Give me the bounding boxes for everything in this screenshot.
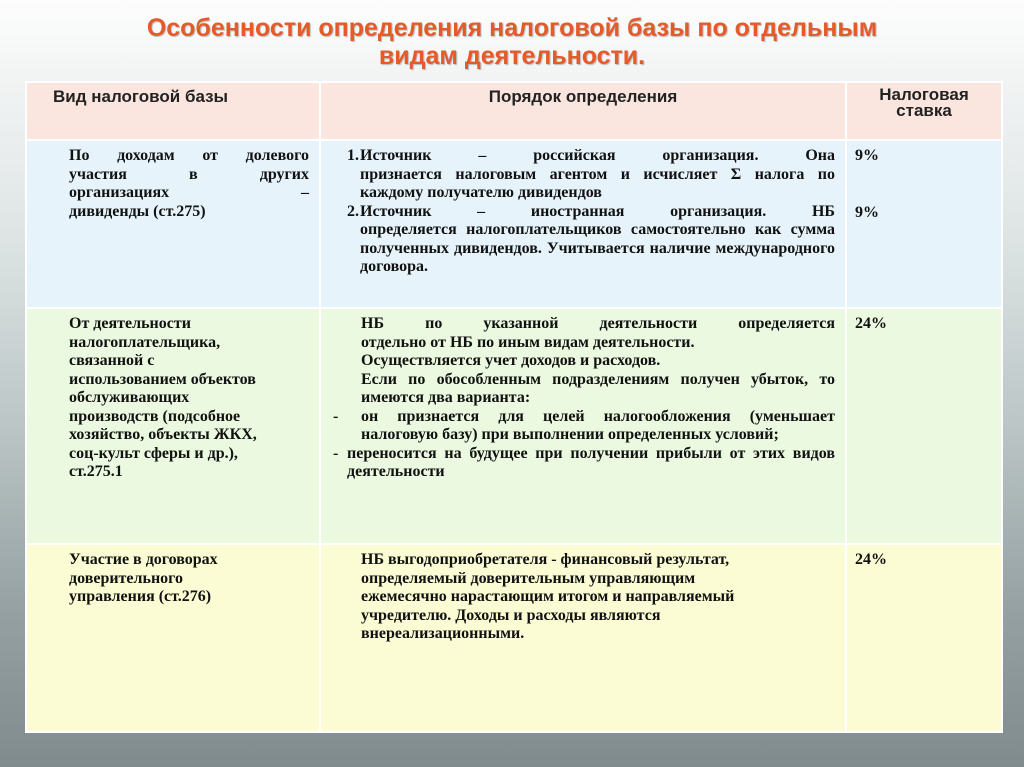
row2-type-line: ст.275.1 bbox=[69, 463, 123, 480]
row2-paragraph-1-first-line: НБ по указанной деятельности определяется bbox=[361, 315, 835, 332]
row3-rate-value: 24% bbox=[855, 551, 887, 568]
row1-type-line: дивиденды (ст.275) bbox=[69, 202, 206, 220]
row2-option-1-dash: - bbox=[333, 407, 339, 425]
slide-title bbox=[40, 14, 984, 70]
row1-type-line: участия в других bbox=[69, 165, 309, 183]
row3-type-line: доверительного bbox=[69, 569, 184, 587]
header-tax-rate-line-2: ставка bbox=[896, 101, 952, 120]
row2-type-line: производств (подсобное bbox=[69, 407, 241, 425]
row2-rate-value: 24% bbox=[855, 315, 887, 332]
table-row bbox=[26, 308, 1002, 544]
row2-option-2-dash: - bbox=[333, 444, 339, 462]
row2-paragraph-1: отдельно от НБ по иным видам деятельности. bbox=[361, 333, 695, 351]
row1-item-2-number: 2. bbox=[347, 202, 359, 220]
row2-option-2-text: переносится на будущее при получении прибыли от этих видов деятельности bbox=[347, 444, 835, 480]
row2-rate bbox=[846, 308, 1002, 544]
row2-option-1 bbox=[333, 408, 835, 445]
row1-type-line: По доходам от долевого bbox=[69, 147, 309, 164]
row1-item-2-text: определяется налогоплательщиков самостоятельно как сумма полученных дивидендов. Учитывается наличие международного договора. bbox=[360, 221, 835, 275]
table-row bbox=[26, 140, 1002, 308]
table-header-row bbox=[26, 82, 1002, 140]
row3-desc-line: НБ выгодоприобретателя - финансовый результат, bbox=[361, 551, 730, 568]
row2-option-1-text: он признается для целей налогообложения (уменьшает налоговую базу) при выполнении определенных условий; bbox=[361, 407, 835, 443]
row1-rate-1: 9% bbox=[855, 147, 879, 164]
row3-type-line: Участие в договорах bbox=[69, 551, 218, 568]
table-row bbox=[26, 544, 1002, 732]
slide-title-line-1: Особенности определения налоговой базы по отдельным bbox=[146, 14, 878, 42]
row2-type-line: обслуживающих bbox=[69, 389, 190, 406]
row3-procedure bbox=[320, 544, 846, 732]
row2-option-2 bbox=[333, 445, 835, 482]
slide-title-line-2: видам деятельности. bbox=[378, 42, 646, 70]
header-determination-procedure: Порядок определения bbox=[320, 82, 846, 140]
tax-base-table bbox=[25, 81, 1003, 733]
row1-type-line: организациях – bbox=[69, 184, 309, 201]
row1-rate bbox=[846, 140, 1002, 308]
row1-item-2-first-line: Источник – иностранная организация. НБ bbox=[360, 202, 835, 220]
row3-desc-line: учредителю. Доходы и расходы являются bbox=[361, 606, 661, 624]
row2-type-line: связанной с bbox=[69, 352, 155, 369]
row2-paragraph-2: Осуществляется учет доходов и расходов. bbox=[361, 352, 661, 369]
row3-rate bbox=[846, 544, 1002, 732]
row1-rate-2: 9% bbox=[855, 203, 879, 221]
row3-desc-line: ежемесячно нарастающим итогом и направляемый bbox=[361, 588, 735, 605]
header-tax-base-type: Вид налоговой базы bbox=[26, 82, 320, 140]
row3-type-line: управления (ст.276) bbox=[69, 588, 212, 605]
row2-type-line: От деятельности bbox=[69, 315, 191, 332]
row2-type-line: соц-культ сферы и др.), bbox=[69, 444, 238, 462]
row2-paragraph-3: Если по обособленным подразделениям получен убыток, то имеются два варианта: bbox=[361, 370, 835, 406]
row1-item-2 bbox=[333, 203, 835, 277]
row2-type-line: использованием объектов bbox=[69, 370, 256, 388]
row1-item-1 bbox=[333, 147, 835, 203]
row1-procedure bbox=[320, 140, 846, 308]
row3-desc-line: определяемый доверительным управляющим bbox=[361, 569, 696, 587]
row1-tax-base-type bbox=[26, 140, 320, 308]
row2-type-line: хозяйство, объекты ЖКХ, bbox=[69, 426, 257, 443]
row1-item-1-text: признается налоговым агентом и исчисляет Σ налога по каждому получателю дивидендов bbox=[360, 165, 835, 201]
row3-desc-line: внереализационными. bbox=[361, 625, 525, 642]
row2-tax-base-type bbox=[26, 308, 320, 544]
row1-item-1-first-line: Источник – российская организация. Она bbox=[360, 147, 835, 164]
row3-tax-base-type bbox=[26, 544, 320, 732]
row1-item-1-number: 1. bbox=[347, 147, 359, 164]
row2-procedure bbox=[320, 308, 846, 544]
row2-type-line: налогоплательщика, bbox=[69, 333, 221, 351]
header-tax-rate bbox=[846, 82, 1002, 140]
header-tax-rate-line-1: Налоговая bbox=[879, 85, 969, 104]
